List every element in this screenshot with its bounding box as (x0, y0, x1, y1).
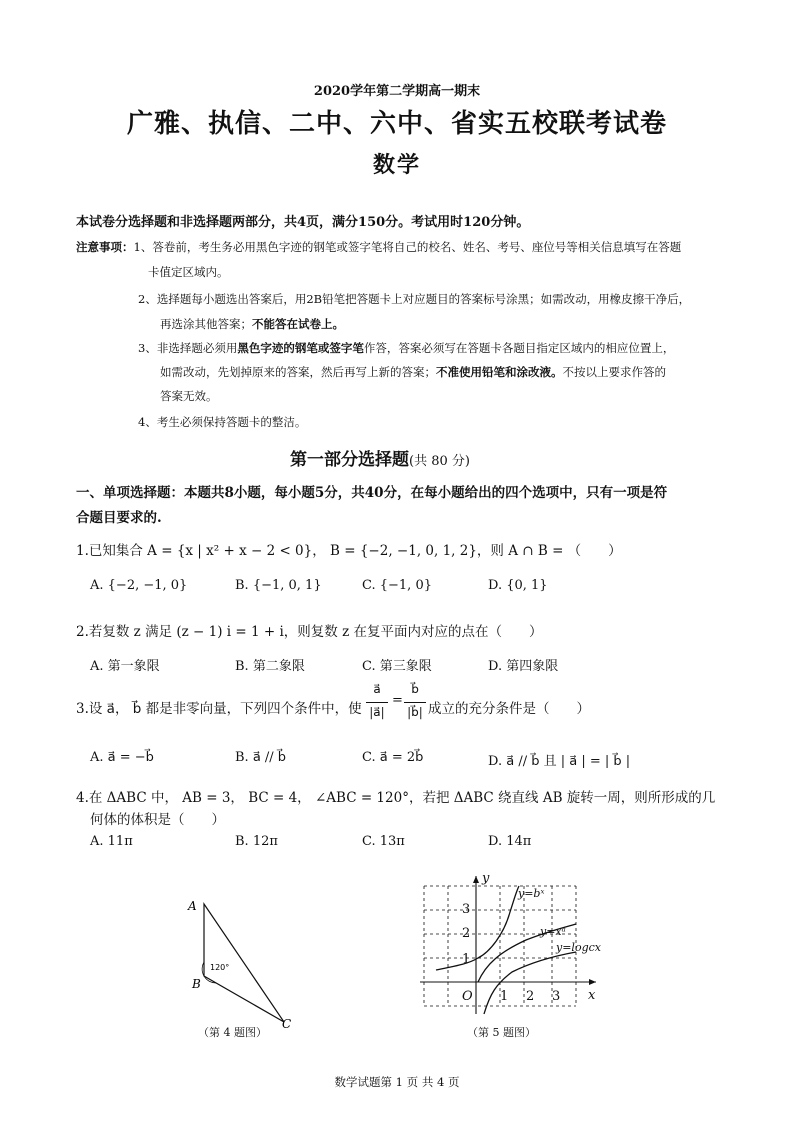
origin-label: O (462, 989, 473, 1004)
question-1-stem: 1.已知集合 A = {x | x² + x − 2 < 0}， B = {−2, −1, 0, 1, 2}，则 A ∩ B = （ ） (76, 543, 622, 559)
question-3-option-d: D. a⃗ // b⃗ 且 | a⃗ | = | b⃗ | (488, 754, 631, 769)
section-instructions-cont: 合题目要求的. (76, 510, 162, 526)
vertex-b-label: B (192, 977, 201, 991)
question-1-option-d: D. {0, 1} (488, 578, 548, 593)
figure-4-triangle (180, 890, 310, 1040)
fraction-2-bar (404, 702, 426, 703)
notes-item-3-end: 答案无效。 (160, 389, 218, 403)
fraction-equals: = (392, 693, 403, 708)
y-axis-label: y (482, 872, 490, 886)
question-4-option-b: B. 12π (235, 834, 278, 849)
notes-label: 注意事项： (76, 240, 134, 254)
y-tick-1: 1 (462, 952, 471, 967)
question-4-option-d: D. 14π (488, 834, 532, 849)
curve-exponential-label: y=bˣ (518, 887, 545, 900)
y-tick-3: 3 (462, 902, 471, 917)
notes-item-3: 3、非选择题必须用黑色字迹的钢笔或签字笔作答，答案必须写在答题卡各题目指定区域内的相应位置上， (138, 341, 675, 355)
question-3-option-c: C. a⃗ = 2b⃗ (362, 750, 424, 765)
curve-power-label: y=xᵃ (540, 925, 566, 938)
question-2-option-a: A. 第一象限 (90, 659, 160, 674)
exam-subject: 数学 (372, 152, 421, 178)
exam-term: 2020学年第二学期高一期末 (313, 84, 481, 99)
question-4-option-a: A. 11π (90, 834, 133, 849)
vertex-c-label: C (282, 1017, 292, 1031)
figure-4-caption: （第 4 题图） (198, 1026, 267, 1039)
notes-item-2: 2、选择题每小题选出答案后，用2B铅笔把答题卡上对应题目的答案标号涂黑；如需改动，用橡皮擦干净后， (138, 292, 691, 306)
y-tick-2: 2 (462, 926, 471, 941)
dashed-grid (424, 886, 576, 1006)
question-4-stem: 4.在 ΔABC 中， AB = 3， BC = 4， ∠ABC = 120°，若把 ΔABC 绕直线 AB 旋转一周，则所形成的几 (76, 790, 716, 806)
notes-item-1-cont: 卡值定区域内。 (148, 265, 229, 279)
question-2-option-b: B. 第二象限 (235, 659, 305, 674)
question-3-fraction-equation (366, 682, 426, 728)
notes-item-3-cont: 如需改动，先划掉原来的答案，然后再写上新的答案；不准使用铅笔和涂改液。不按以上要求作答的 (160, 365, 666, 379)
fraction-2-numerator: b⃗ (411, 682, 419, 696)
question-3-stem-start: 3.设 a⃗， b⃗ 都是非零向量，下列四个条件中，使 (76, 701, 362, 717)
figure-5-caption: （第 5 题图） (467, 1026, 536, 1039)
x-axis-label: x (588, 988, 596, 1003)
fraction-1-bar (366, 702, 388, 703)
part-title: 第一部分选择题(共 80 分) (290, 450, 470, 470)
question-4-stem-cont: 何体的体积是（ ） (90, 812, 225, 828)
question-1-option-b: B. {−1, 0, 1} (235, 578, 322, 593)
section-instructions: 一、单项选择题：本题共8小题，每小题5分，共40分，在每小题给出的四个选项中，只有一项是符 (76, 485, 668, 501)
fraction-1-numerator: a⃗ (373, 682, 381, 696)
angle-label: 120° (210, 963, 230, 972)
question-3-option-a: A. a⃗ = −b⃗ (90, 750, 154, 765)
page-footer: 数学试题第 1 页 共 4 页 (334, 1075, 460, 1089)
question-1-option-c: C. {−1, 0} (362, 578, 432, 593)
question-2-option-c: C. 第三象限 (362, 659, 432, 674)
question-1-option-a: A. {−2, −1, 0} (90, 578, 188, 593)
curve-log (484, 952, 576, 1014)
y-axis-arrow (473, 876, 479, 883)
x-axis-arrow (589, 979, 596, 985)
vertex-a-label: A (188, 899, 197, 913)
x-tick-2: 2 (526, 989, 535, 1004)
exam-title: 广雅、执信、二中、六中、省实五校联考试卷 (126, 109, 667, 139)
figure-5-graph (416, 872, 616, 1020)
x-tick-1: 1 (500, 989, 509, 1004)
fraction-2-denominator: |b⃗| (407, 705, 423, 719)
question-3-stem-end: 成立的充分条件是（ ） (428, 701, 590, 717)
question-2-stem: 2.若复数 z 满足 (z − 1) i = 1 + i，则复数 z 在复平面内对应的点在（ ） (76, 624, 543, 640)
question-2-option-d: D. 第四象限 (488, 659, 559, 674)
notes-item-4: 4、考生必须保持答题卡的整洁。 (138, 415, 307, 429)
fraction-1-denominator: |a⃗| (369, 705, 385, 719)
notes-item-2-cont: 再选涂其他答案；不能答在试卷上。 (160, 317, 344, 331)
question-4-option-c: C. 13π (362, 834, 405, 849)
notes-item-1: 注意事项：1、答卷前，考生务必用黑色字迹的钢笔或签字笔将自己的校名、姓名、考号、座位号等相关信息填写在答题 (76, 240, 682, 254)
curve-log-label: y=logcx (556, 941, 601, 954)
exam-intro: 本试卷分选择题和非选择题两部分，共4页，满分150分。考试用时120分钟。 (76, 215, 530, 230)
question-3-option-b: B. a⃗ // b⃗ (235, 750, 287, 765)
x-tick-3: 3 (552, 989, 561, 1004)
curve-exponential (436, 886, 519, 970)
